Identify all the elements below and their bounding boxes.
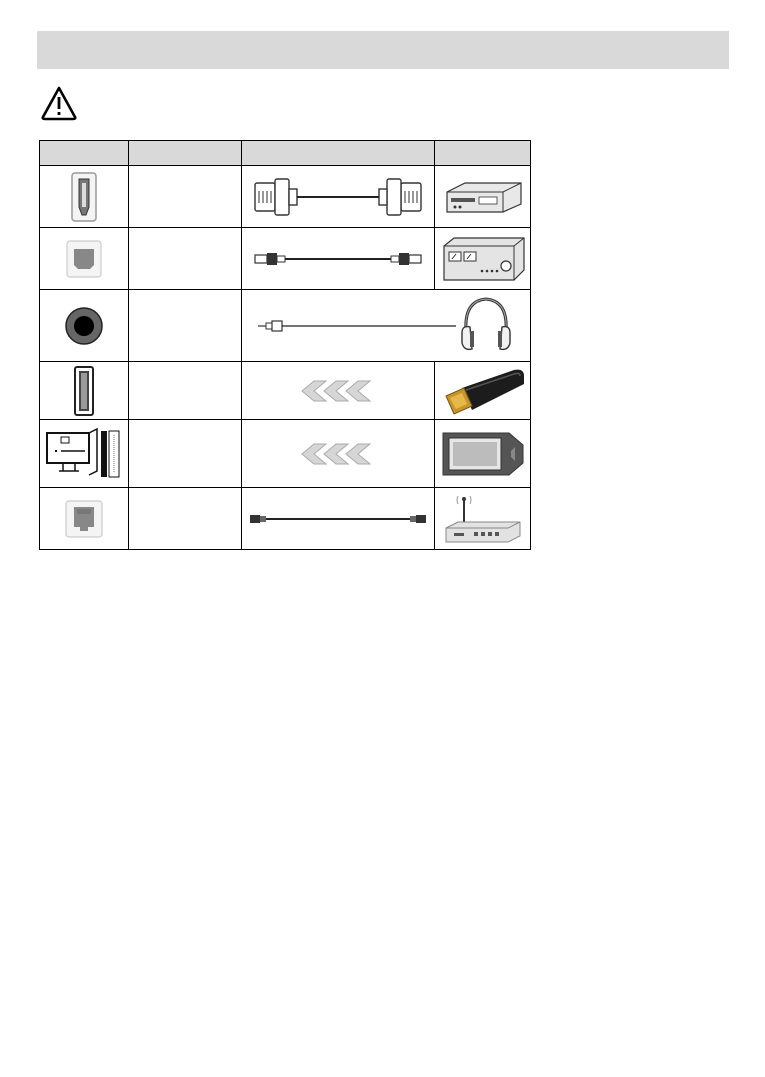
cable-cell [242, 166, 435, 228]
insert-arrows-icon [300, 442, 376, 466]
insert-arrows-icon [300, 379, 376, 403]
connection-label [129, 362, 242, 420]
device-cell [435, 228, 531, 290]
device-cell [435, 488, 531, 550]
hdmi-port-icon [70, 171, 98, 223]
connection-label [129, 228, 242, 290]
cable-cell [242, 228, 435, 290]
table-row [40, 420, 531, 488]
device-cell [435, 166, 531, 228]
optical-port-icon [65, 239, 103, 279]
connection-label [129, 488, 242, 550]
table-row [40, 488, 531, 550]
connection-label [129, 166, 242, 228]
headphone-cable-icon [256, 318, 456, 334]
table-header-row [40, 141, 531, 166]
usb-stick-icon [440, 366, 526, 416]
device-cell [435, 362, 531, 420]
port-cell [40, 488, 129, 550]
table-row [40, 362, 531, 420]
column-header [435, 141, 531, 166]
ethernet-cable-icon [248, 511, 428, 527]
cable-cell [242, 420, 435, 488]
ethernet-port-icon [64, 499, 104, 539]
cable-cell [242, 290, 531, 362]
hdmi-cable-icon [253, 175, 423, 219]
section-header-bar [37, 31, 729, 69]
table-row [40, 290, 531, 362]
router-icon [444, 492, 522, 546]
connection-label [129, 290, 242, 362]
port-cell [40, 362, 129, 420]
device-cell [435, 420, 531, 488]
warning-triangle-icon [40, 85, 78, 121]
table-row [40, 228, 531, 290]
table-row [40, 166, 531, 228]
port-cell [40, 290, 129, 362]
port-cell [40, 228, 129, 290]
column-header [129, 141, 242, 166]
headphones-icon [458, 295, 514, 357]
audio-receiver-icon [440, 236, 526, 282]
ci-slot-icon [45, 427, 123, 481]
connection-table [39, 140, 531, 550]
connection-label [129, 420, 242, 488]
headphone-jack-icon [63, 305, 105, 347]
cam-module-icon [441, 429, 525, 479]
cable-cell [242, 488, 435, 550]
optical-cable-icon [253, 249, 423, 269]
usb-port-icon [73, 365, 95, 417]
column-header [40, 141, 129, 166]
port-cell [40, 166, 129, 228]
dvd-player-icon [443, 180, 523, 214]
port-cell [40, 420, 129, 488]
cable-cell [242, 362, 435, 420]
column-header [242, 141, 435, 166]
